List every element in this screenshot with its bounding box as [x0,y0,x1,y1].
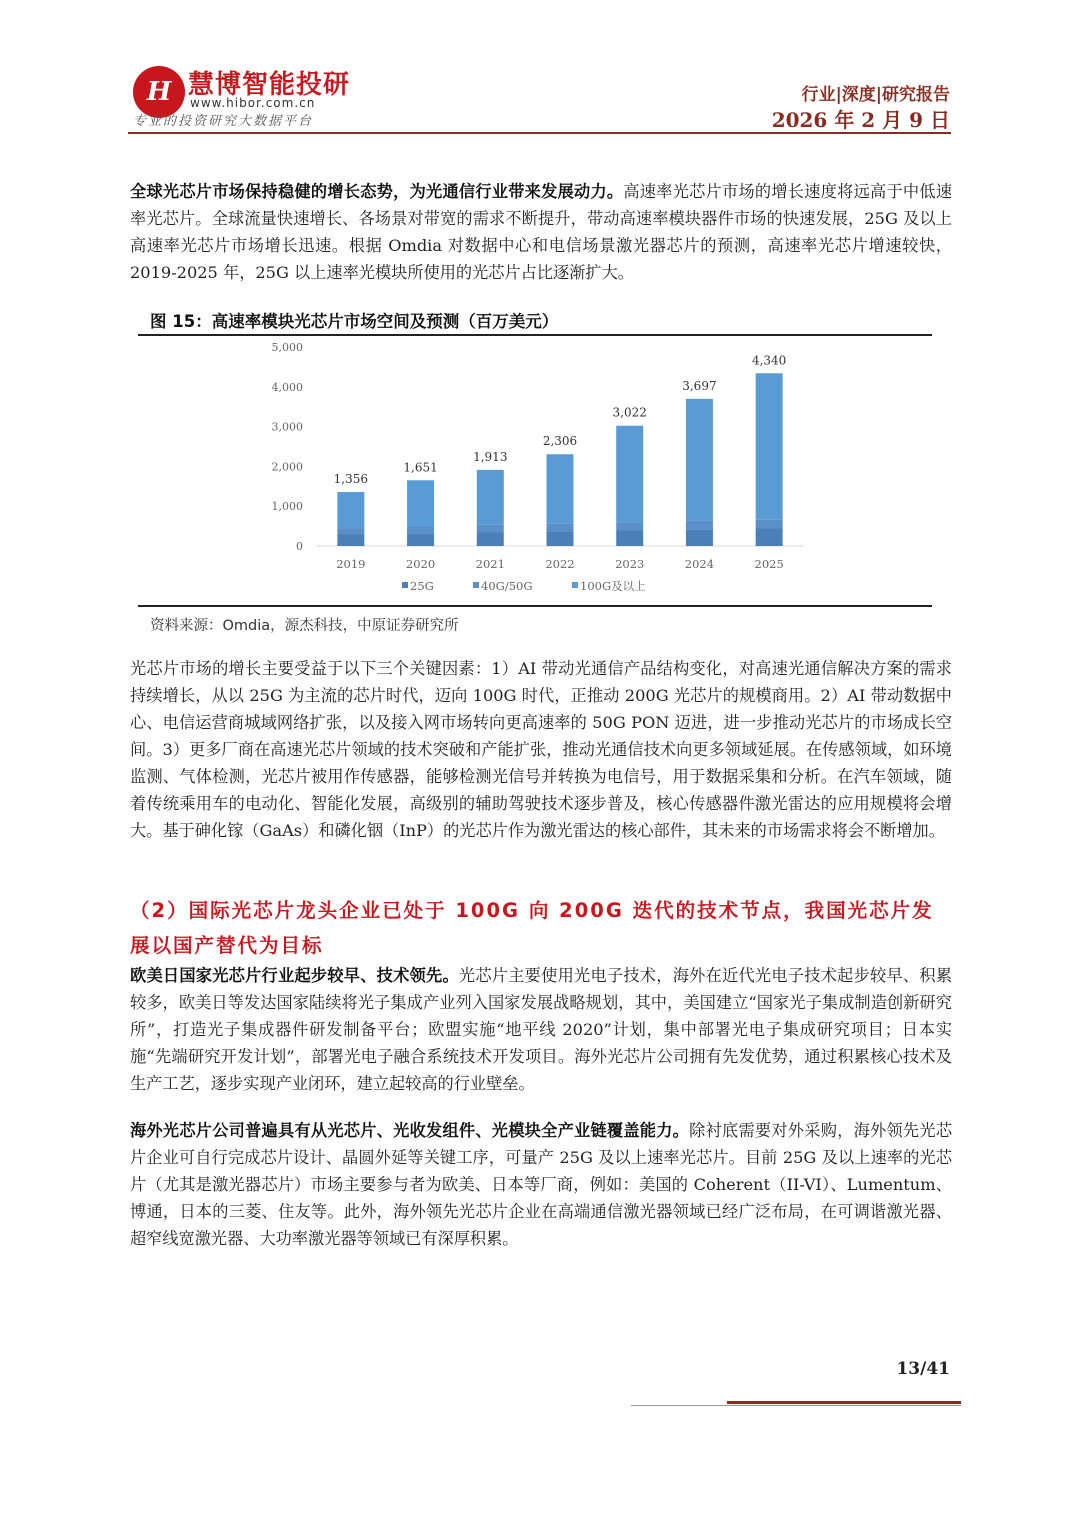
figure-source: 资料来源：Omdia，源杰科技，中原证券研究所 [150,618,459,634]
bar-value-label: 2,306 [542,434,578,449]
bar-chart [260,338,820,604]
figure-top-rule [138,334,932,336]
legend-label: 25G [410,579,434,593]
y-tick-label: 1,000 [271,500,303,514]
paragraph-lead: 海外光芯片公司普遍具有从光芯片、光收发组件、光模块全产业链覆盖能力。 [130,1121,690,1140]
legend-label: 40G/50G [481,579,533,593]
figure-title: 图 15：高速率模块光芯片市场空间及预测（百万美元） [150,312,559,331]
bar-segment [686,399,713,521]
y-tick-label: 0 [296,540,303,553]
paragraph-body: 高速率光芯片市场的增长速度将远高于中低速率光芯片。全球流量快速增长、各场景对带宽的需求不断提升，带动高速率模块器件市场的快速发展，25G 及以上高速率光芯片市场增长迅速。根据 Omdia 对数据中心和电信场景激光器芯片的预测，高速率光芯片增速较快，2019-2025 年，25G 以上速率光模块所使用的光芯片占比逐渐扩大。 [130,182,953,282]
bar-segment [547,454,574,523]
y-tick-label: 3,000 [271,420,303,434]
bar-segment [616,530,643,546]
paragraph-lead: 欧美日国家光芯片行业起步较早、技术领先。 [130,966,459,985]
bar-segment [337,528,364,534]
bar-value-label: 3,697 [682,378,717,393]
x-tick-label: 2025 [754,557,784,571]
bar-value-label: 1,651 [403,460,438,475]
page-number: 13/41 [896,1359,950,1379]
legend-swatch [473,582,479,588]
x-tick-label: 2021 [475,557,505,571]
bar-segment [616,426,643,522]
header-divider [128,132,951,134]
y-tick-label: 5,000 [271,341,303,354]
paragraph-body: 光芯片市场的增长主要受益于以下三个关键因素：1）AI 带动光通信产品结构变化，对高速光通信解决方案的需求持续增长，从以 25G 为主流的芯片时代，迈向 100G 时代，正推动 200G 光芯片的规模商用。2）AI 带动数据中心、电信运营商城域网络扩张，以及接入网市场转向更高速率的 50G PON 迈进，进一步推动光芯片的市场成长空间。3）更多厂商在高速光芯片领域的技术突破和产能扩张，推动光通信技术向更多领域延展。在传感领域，如环境监测、气体检测，光芯片被用作传感器，能够检测光信号并转换为电信号，用于数据采集和分析。在汽车领域，随着传统乘用车的电动化、智能化发展，高级别的辅助驾驶技术逐步普及，核心传感器件激光雷达的应用规模将会增大。基于砷化镓（GaAs）和磷化铟（InP）的光芯片作为激光雷达的核心部件，其未来的市场需求将会不断增加。 [130,659,952,840]
bar-value-label: 3,022 [612,405,647,420]
x-tick-label: 2022 [545,557,575,571]
paragraph-body: 光芯片主要使用光电子技术，海外在近代光电子技术起步较早、积累较多，欧美日等发达国家陆续将光子集成产业列入国家发展战略规划，其中，美国建立“国家光子集成制造创新研究所”，打造光子集成器件研发制备平台；欧盟实施“地平线 2020”计划，集中部署光电子集成研究项目；日本实施“先端研究开发计划”，部署光电子融合系统技术开发项目。海外光芯片公司拥有先发优势，通过积累核心技术及生产工艺，逐步实现产业闭环，建立起较高的行业壁垒。 [130,966,953,1093]
report-type: 行业|深度|研究报告 [801,85,950,105]
bar-value-label: 1,356 [333,472,369,487]
x-tick-label: 2023 [615,557,645,571]
paragraph-overseas-lead [130,962,952,1097]
bar-value-label: 1,913 [473,449,508,464]
bar-segment [407,480,434,526]
bar-segment [477,470,504,525]
legend-label: 100G及以上 [580,579,646,593]
report-date: 2026 年 2 月 9 日 [771,108,950,132]
bar-segment [477,525,504,532]
bar-segment [477,532,504,546]
bar-segment [407,526,434,533]
brand-name: 慧博智能投研 [188,70,351,100]
bar-value-label: 4,340 [751,353,787,368]
brand-logo-icon: H [133,66,185,118]
footer-rule [631,1405,961,1406]
bar-segment [337,534,364,546]
y-tick-label: 4,000 [271,380,303,394]
legend-swatch [572,582,578,588]
paragraph-market-growth [130,178,952,286]
x-tick-label: 2020 [405,557,436,571]
paragraph-growth-drivers [130,655,952,844]
bar-segment [337,492,364,528]
figure-bottom-rule [138,605,932,607]
bar-segment [686,521,713,529]
bar-segment [547,531,574,546]
section-heading: （2）国际光芯片龙头企业已处于 100G 向 200G 迭代的技术节点，我国光芯片发展以国产替代为目标 [130,899,934,957]
bar-segment [756,520,783,529]
brand-url[interactable]: www.hibor.com.cn [190,96,316,110]
bar-segment [616,522,643,530]
footer-accent-rule [727,1401,961,1404]
y-tick-label: 2,000 [271,460,303,474]
paragraph-body: 除衬底需要对外采购，海外领先光芯片企业可自行完成芯片设计、晶圆外延等关键工序，可量产 25G 及以上速率光芯片。目前 25G 及以上速率的光芯片（尤其是激光器芯片）市场主要参与者为欧美、日本等厂商，例如：美国的 Coherent（II-VI）、Lumentum、博通，日本的三菱、住友等。此外，海外领先光芯片企业在高端通信激光器领域已经广泛布局，在可调谐激光器、超窄线宽激光器、大功率激光器等领域已有深厚积累。 [130,1121,953,1248]
x-tick-label: 2019 [336,557,366,571]
paragraph-overseas-chain [130,1117,952,1252]
legend-swatch [402,582,408,588]
bar-segment [686,529,713,546]
bar-segment [547,524,574,532]
bar-segment [756,528,783,546]
brand-slogan: 专业的投资研究大数据平台 [133,114,314,129]
paragraph-lead: 全球光芯片市场保持稳健的增长态势，为光通信行业带来发展动力。 [130,182,624,201]
bar-segment [407,533,434,546]
x-tick-label: 2024 [684,557,715,571]
bar-segment [756,373,783,519]
